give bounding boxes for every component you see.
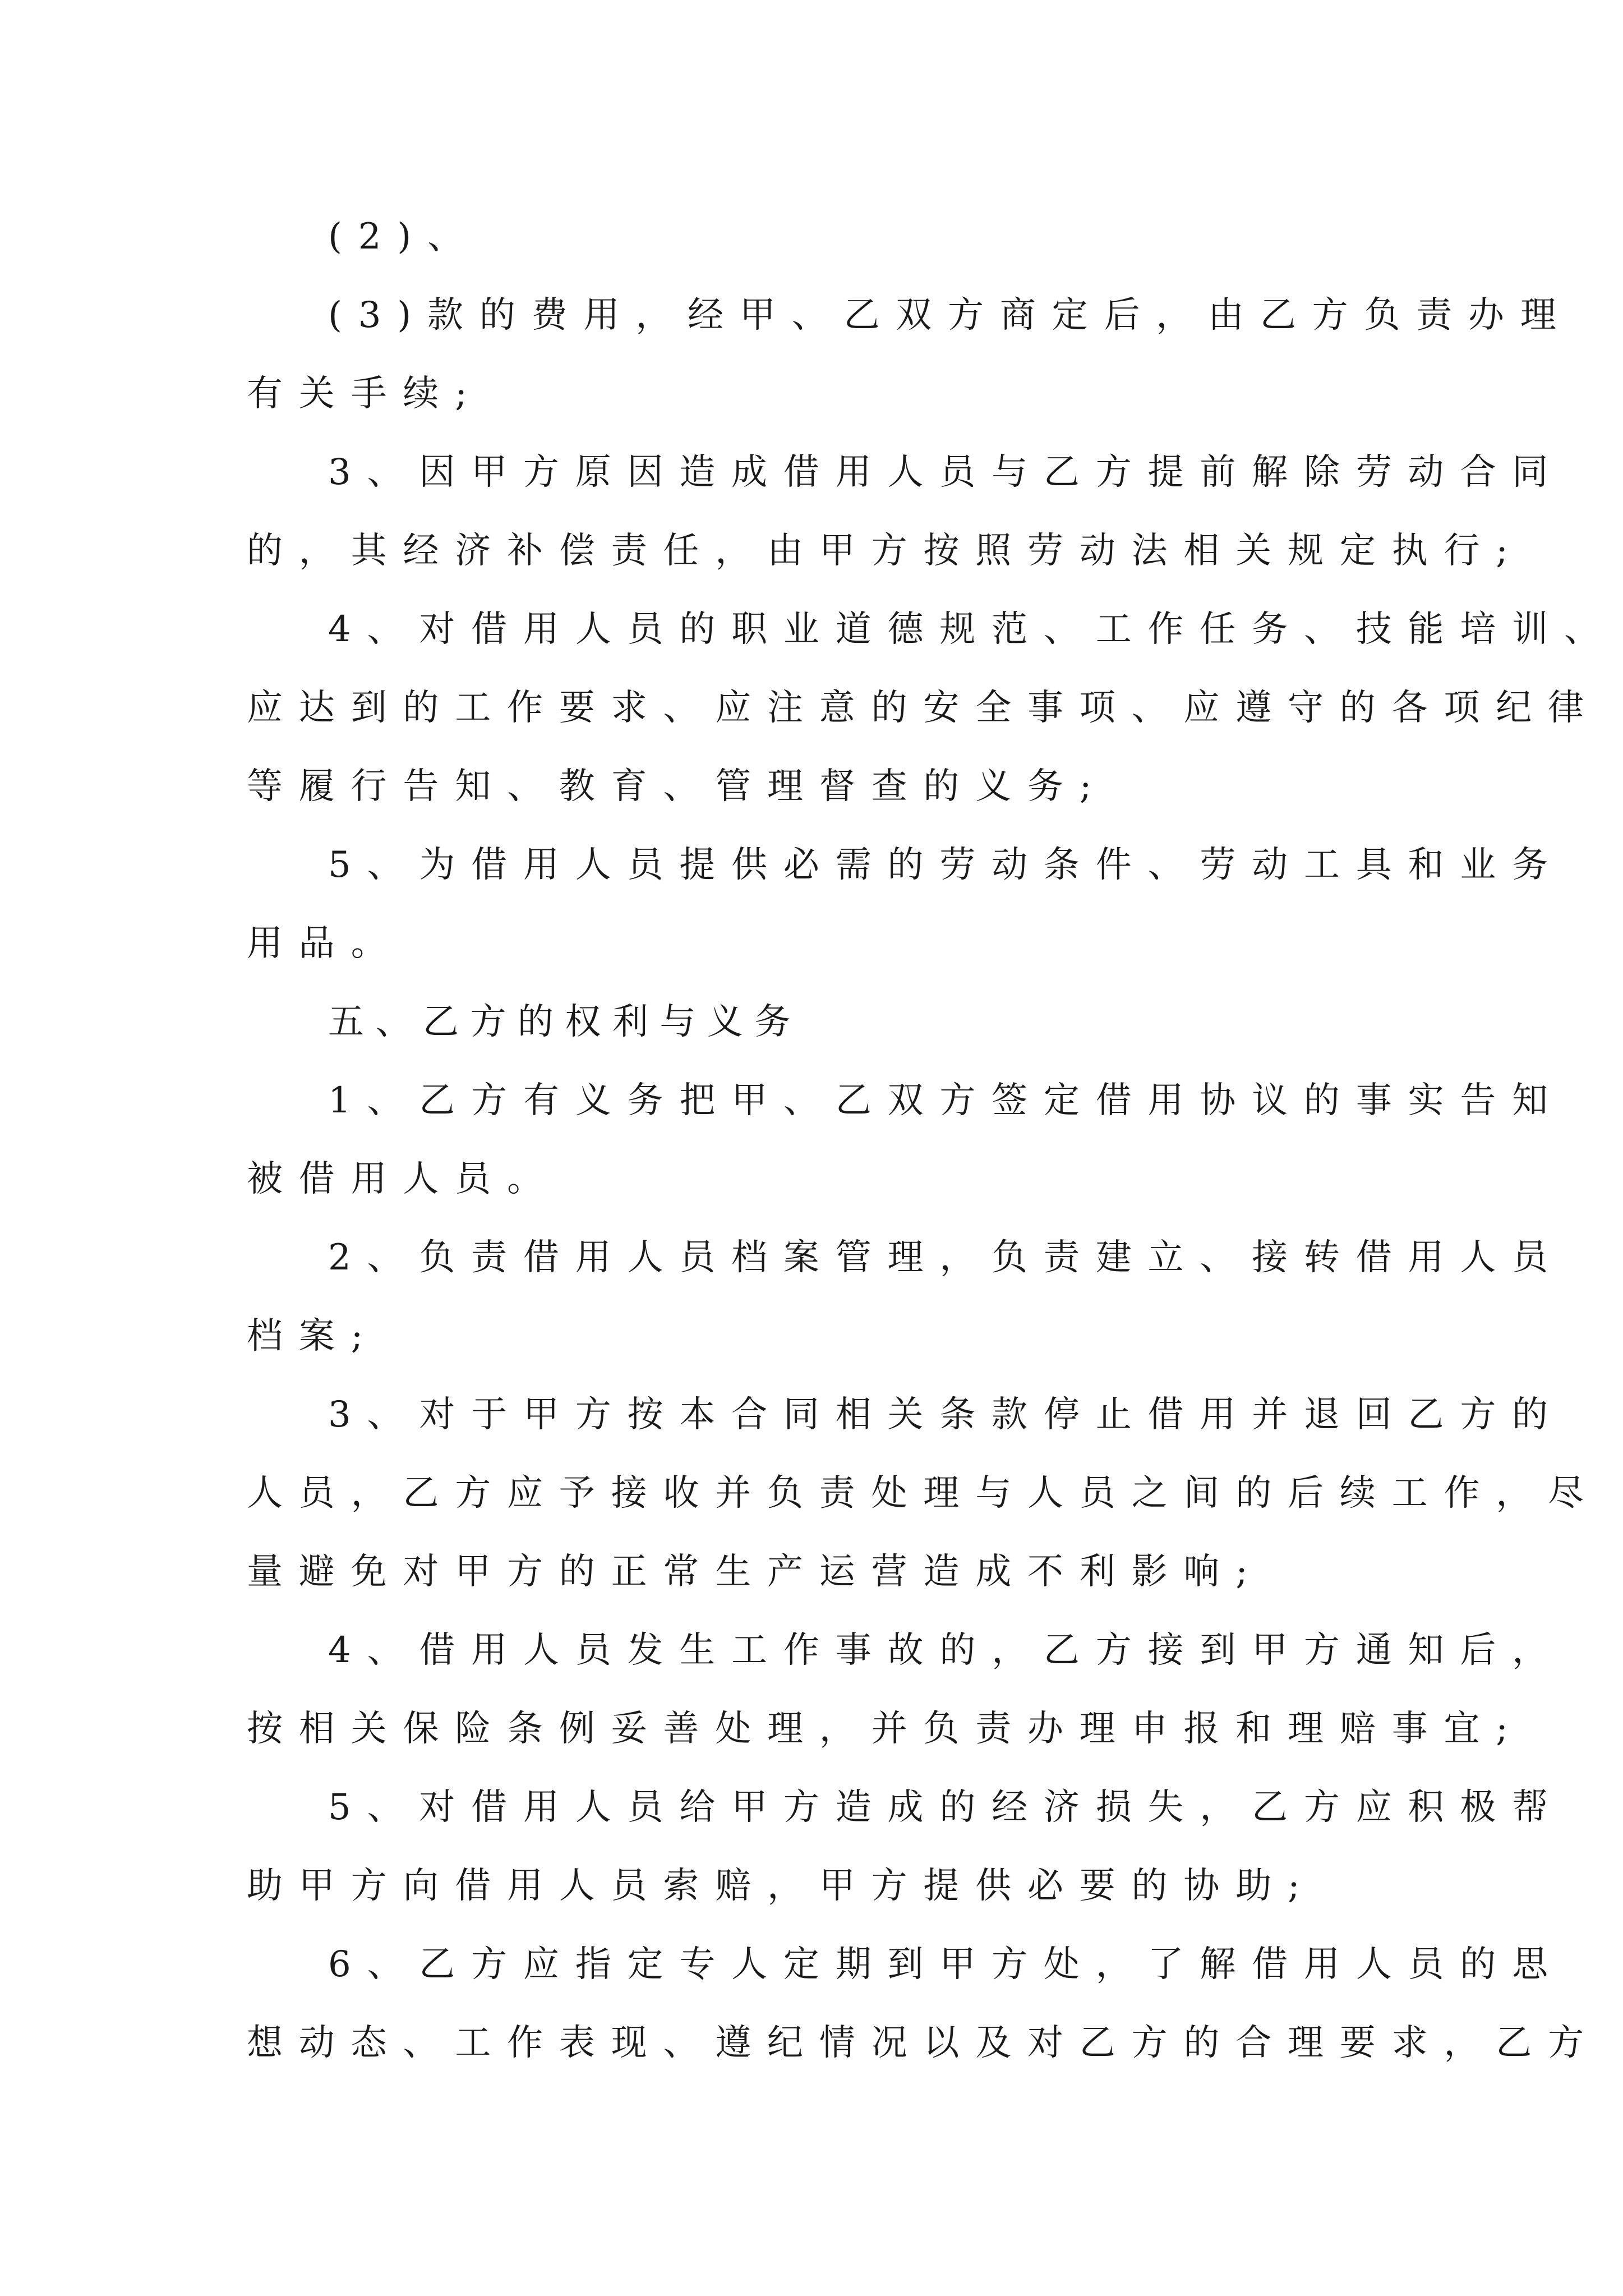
paragraph-line: 被借用人员。 <box>247 1158 559 1200</box>
paragraph-line: 3、因甲方原因造成借用人员与乙方提前解除劳动合同 <box>328 452 1564 493</box>
paragraph-line: 5、对借用人员给甲方造成的经济损失，乙方应积极帮 <box>328 1787 1564 1828</box>
paragraph-line: 5、为借用人员提供必需的劳动条件、劳动工具和业务 <box>328 844 1564 886</box>
paragraph-line: 的，其经济补偿责任，由甲方按照劳动法相关规定执行; <box>247 530 1524 572</box>
paragraph-line: 3、对于甲方按本合同相关条款停止借用并退回乙方的 <box>328 1394 1564 1435</box>
paragraph-line: 想动态、工作表现、遵纪情况以及对乙方的合理要求，乙方 <box>247 2022 1600 2064</box>
paragraph-line: 等履行告知、教育、管理督查的义务; <box>247 766 1108 807</box>
paragraph-line: 人员，乙方应予接收并负责处理与人员之间的后续工作，尽 <box>247 1473 1600 1514</box>
paragraph-line: 有关手续; <box>247 373 483 415</box>
paragraph-line: 2、负责借用人员档案管理，负责建立、接转借用人员 <box>328 1237 1564 1278</box>
paragraph-line: 按相关保险条例妥善处理，并负责办理申报和理赔事宜; <box>247 1708 1524 1750</box>
section-heading: 五、乙方的权利与义务 <box>328 1001 802 1043</box>
paragraph-line: 4、借用人员发生工作事故的，乙方接到甲方通知后， <box>328 1630 1564 1671</box>
paragraph-line: 6、乙方应指定专人定期到甲方处，了解借用人员的思 <box>328 1944 1564 1985</box>
paragraph-line: 量避免对甲方的正常生产运营造成不利影响; <box>247 1551 1264 1593</box>
paragraph-line: 档案; <box>247 1315 379 1357</box>
paragraph-line: 用品。 <box>247 923 403 964</box>
paragraph-line: 4、对借用人员的职业道德规范、工作任务、技能培训、 <box>328 609 1616 650</box>
paragraph-line: 1、乙方有义务把甲、乙双方签定借用协议的事实告知 <box>328 1080 1564 1121</box>
paragraph-line: 助甲方向借用人员索赔，甲方提供必要的协助; <box>247 1865 1316 1907</box>
paragraph-line: (2)、 <box>328 216 479 257</box>
paragraph-line: 应达到的工作要求、应注意的安全事项、应遵守的各项纪律 <box>247 687 1600 729</box>
paragraph-line: (3)款的费用，经甲、乙双方商定后，由乙方负责办理 <box>328 295 1573 336</box>
